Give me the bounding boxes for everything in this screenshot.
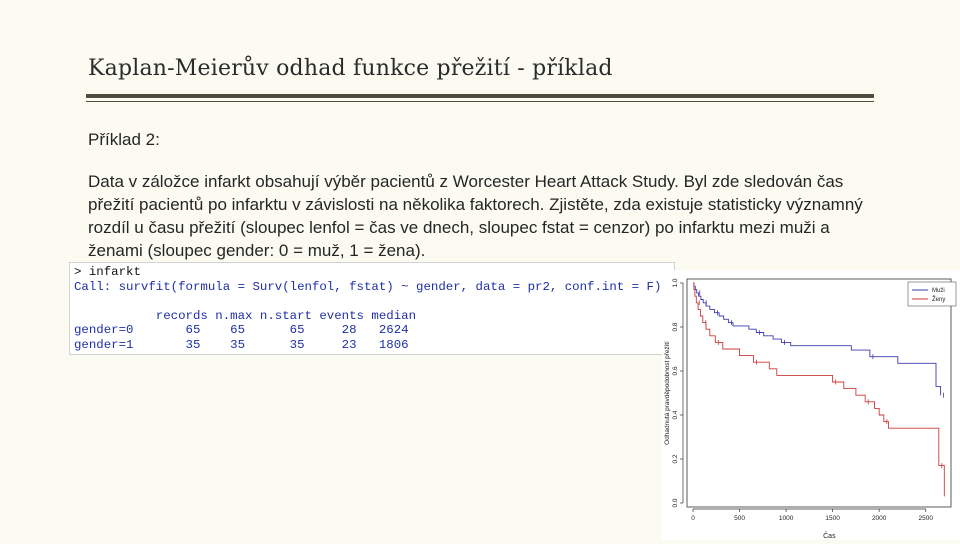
plot-frame — [687, 279, 951, 507]
title-divider-thin — [86, 101, 874, 102]
x-tick-label: 2500 — [918, 515, 933, 522]
legend-label: Muži — [932, 288, 945, 295]
console-prompt-line: > infarkt — [74, 265, 141, 279]
km-curve-female — [693, 283, 944, 496]
y-tick-label: 0.6 — [672, 366, 679, 376]
x-tick-label: 500 — [734, 515, 745, 522]
console-call-line: Call: survfit(formula = Surv(lenfol, fstat) ~ gender, data = pr2, conf.int = F) — [74, 279, 662, 294]
task-description: Data v záložce infarkt obsahují výběr pacientů z Worcester Heart Attack Study. Byl zde sledován čas přežití pacientů po infarktu v závislosti na několika faktorech. Zjistěte, zda existuje statisticky významný rozdíl u času přežití (sloupec lenfol = čas ve dnech, sloupec fstat = cenzor) po infarktu mezi muži a ženami (sloupec gender: 0 = muž, 1 = žena). — [88, 172, 863, 260]
x-tick-label: 2000 — [871, 515, 887, 522]
y-axis-label: Odhadnutá pravděpodobnost přežití — [664, 341, 671, 445]
console-blank-line — [74, 294, 670, 309]
y-tick-label: 0.0 — [672, 498, 679, 508]
y-tick-label: 1.0 — [672, 278, 679, 288]
y-tick-label: 0.2 — [672, 454, 679, 464]
x-tick-label: 0 — [691, 515, 695, 522]
slide-title: Kaplan-Meierův odhad funkce přežití - příklad — [88, 56, 613, 81]
console-table-row: gender=0 65 65 65 28 2624 — [74, 323, 409, 337]
y-tick-label: 0.8 — [672, 322, 679, 332]
console-table-header: records n.max n.start events median — [74, 308, 417, 323]
title-divider-thick — [86, 94, 874, 98]
y-tick-label: 0.4 — [672, 410, 679, 420]
r-console-output — [69, 262, 675, 355]
x-axis-label: Čas — [823, 533, 836, 540]
km-curve-male — [693, 283, 941, 395]
example-heading: Příklad 2: — [88, 130, 160, 149]
legend-label: Ženy — [932, 297, 946, 304]
x-tick-label: 1500 — [825, 515, 840, 522]
km-plot — [662, 270, 960, 540]
km-plot-svg — [662, 270, 960, 540]
x-tick-label: 1000 — [778, 515, 794, 522]
console-table-row: gender=1 35 35 35 23 1806 — [74, 337, 409, 352]
